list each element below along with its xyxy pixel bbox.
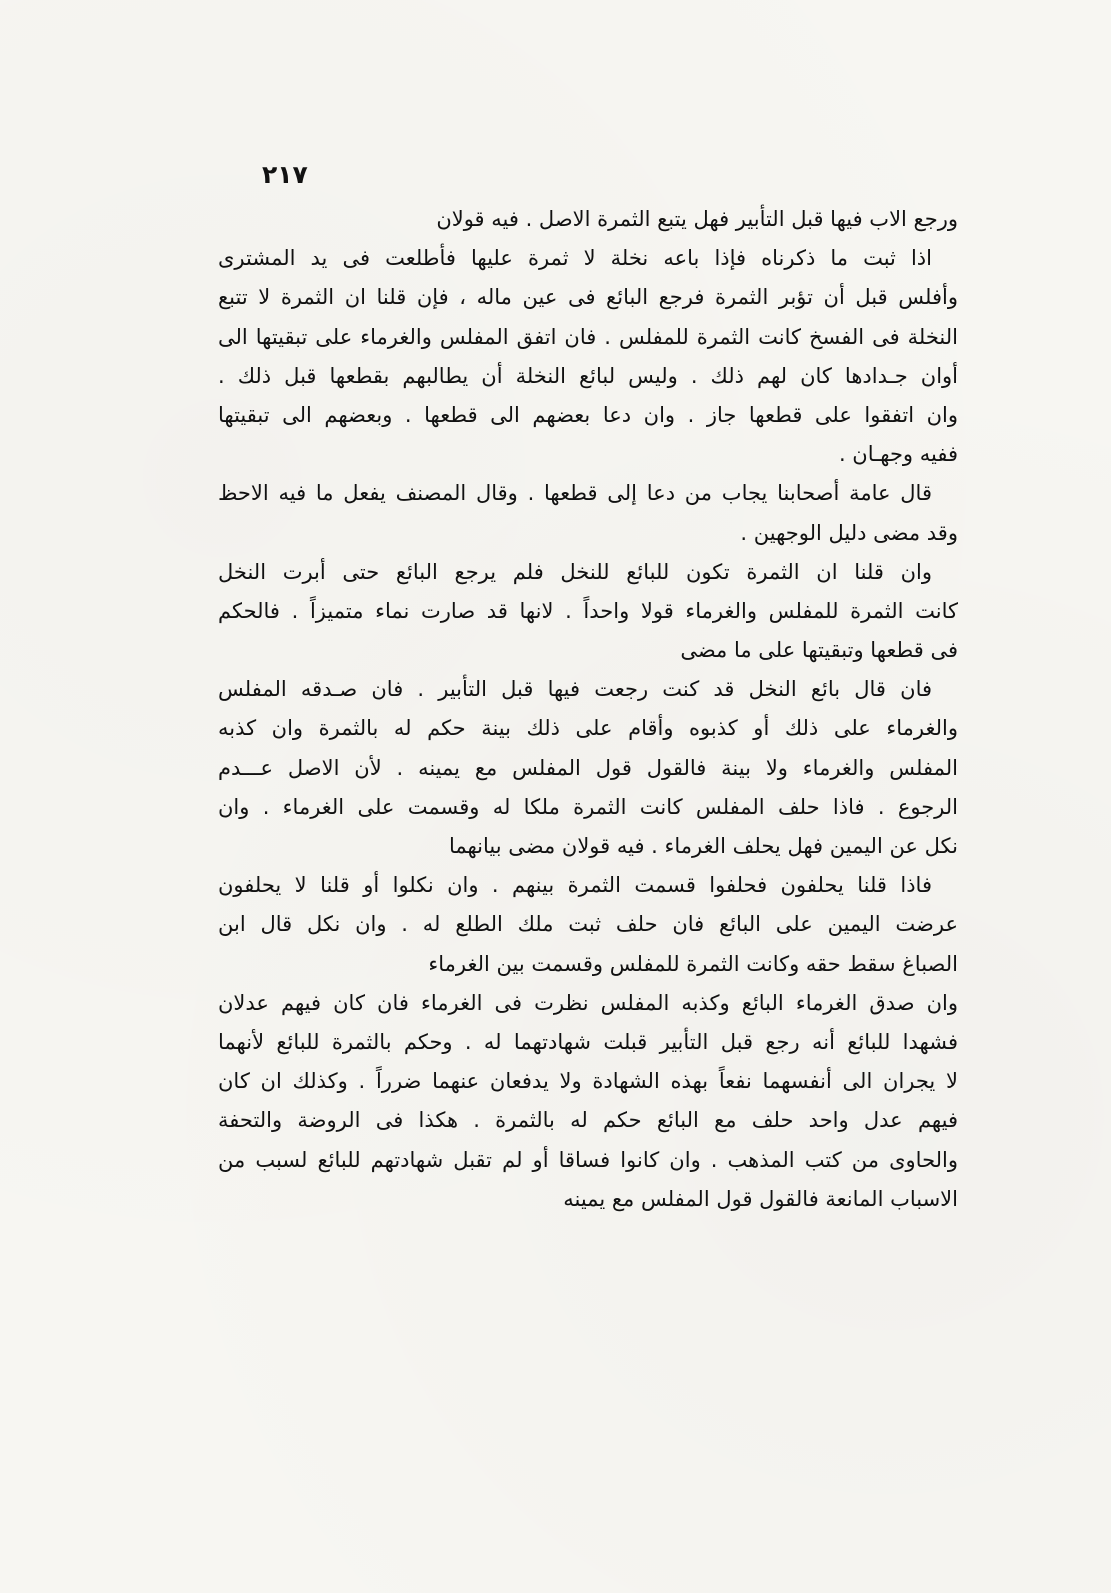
text-line: فشهدا للبائع أنه رجع قبل التأبير قبلت شهادتهما له . وحكم بالثمرة للبائع لأنهما	[218, 1029, 958, 1054]
text-line: فيهم عدل واحد حلف مع البائع حكم له بالثمرة . هكذا فى الروضة والتحفة	[218, 1108, 958, 1133]
body-text	[218, 200, 958, 1219]
text-line: الاسباب المانعة فالقول قول المفلس مع يمينه	[563, 1186, 958, 1211]
text-line: وان قلنا ان الثمرة تكون للبائع للنخل فلم يرجع البائع حتى أبرت النخل	[218, 559, 932, 584]
text-line: الصباغ سقط حقه وكانت الثمرة للمفلس وقسمت بين الغرماء	[428, 951, 958, 976]
text-line: عرضت اليمين على البائع فان حلف ثبت ملك الطلع له . وان نكل قال ابن	[218, 912, 958, 937]
text-line: فى قطعها وتبقيتها على ما مضى	[680, 638, 958, 663]
text-line: نكل عن اليمين فهل يحلف الغرماء . فيه قولان مضى بيانهما	[448, 834, 958, 858]
text-line: وان صدق الغرماء البائع وكذبه المفلس نظرت فى الغرماء فان كان فيهم عدلان	[218, 990, 958, 1015]
text-line: الرجوع . فاذا حلف المفلس كانت الثمرة ملكا له وقسمت على الغرماء . وان	[218, 794, 958, 819]
text-line: وأفلس قبل أن تؤبر الثمرة فرجع البائع فى عين ماله ، فإن قلنا ان الثمرة لا تتبع	[218, 285, 958, 310]
text-line: وقد مضى دليل الوجهين .	[740, 520, 958, 545]
text-line: وان اتفقوا على قطعها جاز . وان دعا بعضهم الى قطعها . وبعضهم الى تبقيتها	[218, 402, 958, 427]
text-line: كانت الثمرة للمفلس والغرماء قولا واحداً . لانها قد صارت نماء متميزاً . فالحكم	[218, 598, 958, 623]
text-line: أوان جـدادها كان لهم ذلك . وليس لبائع النخلة أن يطالبهم بقطعها قبل ذلك .	[218, 363, 958, 388]
text-line: النخلة فى الفسخ كانت الثمرة للمفلس . فان اتفق المفلس والغرماء على تبقيتها الى	[218, 324, 958, 349]
text-line: المفلس والغرماء ولا بينة فالقول قول المفلس مع يمينه . لأن الاصل عـــدم	[218, 755, 958, 780]
text-line: قال عامة أصحابنا يجاب من دعا إلى قطعها . وقال المصنف يفعل ما فيه الاحظ	[218, 481, 932, 506]
text-line: فاذا قلنا يحلفون فحلفوا قسمت الثمرة بينهم . وان نكلوا أو قلنا لا يحلفون	[218, 873, 932, 898]
text-line: ورجع الاب فيها قبل التأبير فهل يتبع الثمرة الاصل . فيه قولان	[436, 207, 958, 231]
text-line: اذا ثبت ما ذكرناه فإذا باعه نخلة لا ثمرة عليها فأطلعت فى يد المشترى	[218, 246, 932, 271]
text-line: فان قال بائع النخل قد كنت رجعت فيها قبل التأبير . فان صـدقه المفلس	[218, 677, 932, 702]
text-line: ففيه وجهـان .	[838, 442, 958, 467]
page-number: ٢١٧	[262, 160, 308, 189]
text-line: والغرماء على ذلك أو كذبوه وأقام على ذلك بينة حكم له بالثمرة وان كذبه	[218, 716, 958, 741]
text-line: لا يجران الى أنفسهما نفعاً بهذه الشهادة ولا يدفعان عنهما ضرراً . وكذلك ان كان	[218, 1069, 958, 1094]
text-line: والحاوى من كتب المذهب . وان كانوا فساقا أو لم تقبل شهادتهم للبائع لسبب من	[218, 1147, 958, 1172]
